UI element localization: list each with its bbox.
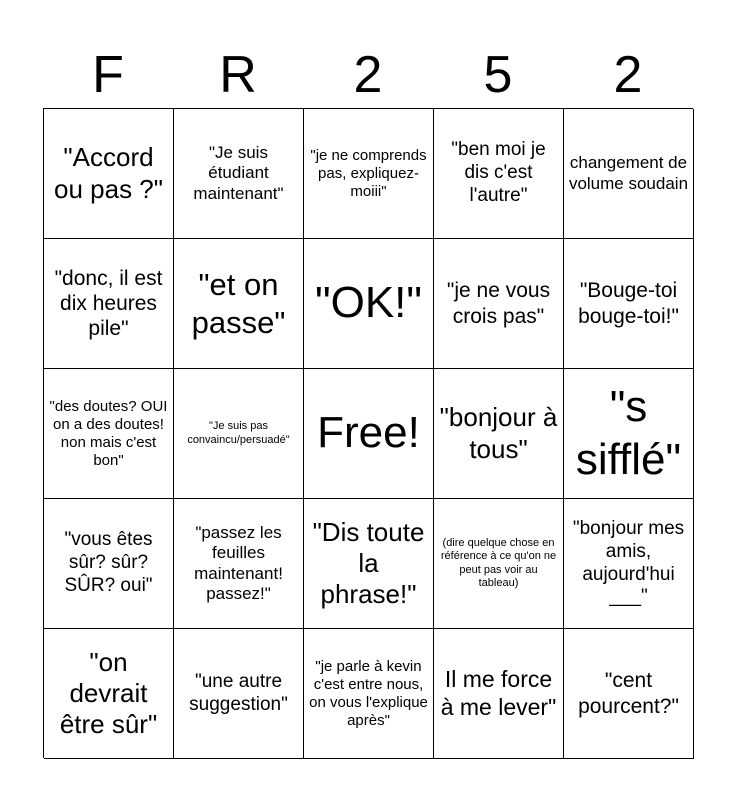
- bingo-cell: "et on passe": [174, 239, 304, 369]
- bingo-cell: "je ne comprends pas, expliquez-moiii": [304, 109, 434, 239]
- bingo-cell: "OK!": [304, 239, 434, 369]
- bingo-cell: "des doutes? OUI on a des doutes! non mais c'est bon": [44, 369, 174, 499]
- bingo-cell: "donc, il est dix heures pile": [44, 239, 174, 369]
- bingo-cell: "Dis toute la phrase!": [304, 499, 434, 629]
- bingo-cell: "vous êtes sûr? sûr? SÛR? oui": [44, 499, 174, 629]
- free-cell: Free!: [304, 369, 434, 499]
- bingo-cell: "je parle à kevin c'est entre nous, on vous l'explique après": [304, 629, 434, 759]
- bingo-cell: "bonjour à tous": [434, 369, 564, 499]
- bingo-cell: changement de volume soudain: [564, 109, 694, 239]
- bingo-cell: "on devrait être sûr": [44, 629, 174, 759]
- bingo-cell: "une autre suggestion": [174, 629, 304, 759]
- bingo-cell: "je ne vous crois pas": [434, 239, 564, 369]
- bingo-cell: "Accord ou pas ?": [44, 109, 174, 239]
- bingo-cell: "cent pourcent?": [564, 629, 694, 759]
- header-letter-1: F: [92, 46, 124, 104]
- header-letter-3: 2: [353, 46, 383, 104]
- bingo-cell: "passez les feuilles maintenant! passez!": [174, 499, 304, 629]
- header-letter-4: 5: [483, 46, 513, 104]
- bingo-cell: Il me force à me lever": [434, 629, 564, 759]
- bingo-cell: "ben moi je dis c'est l'autre": [434, 109, 564, 239]
- header-letter-2: R: [219, 46, 257, 104]
- bingo-cell: (dire quelque chose en référence à ce qu'on ne peut pas voir au tableau): [434, 499, 564, 629]
- bingo-cell: "Je suis étudiant maintenant": [174, 109, 304, 239]
- header-letter-5: 2: [613, 46, 643, 104]
- bingo-cell: "s sifflé": [564, 369, 694, 499]
- bingo-cell: "Bouge-toi bouge-toi!": [564, 239, 694, 369]
- bingo-header: [43, 42, 693, 108]
- bingo-grid: [43, 108, 693, 758]
- bingo-cell: "bonjour mes amis, aujourd'hui ___": [564, 499, 694, 629]
- bingo-cell: "Je suis pas convaincu/persuadé": [174, 369, 304, 499]
